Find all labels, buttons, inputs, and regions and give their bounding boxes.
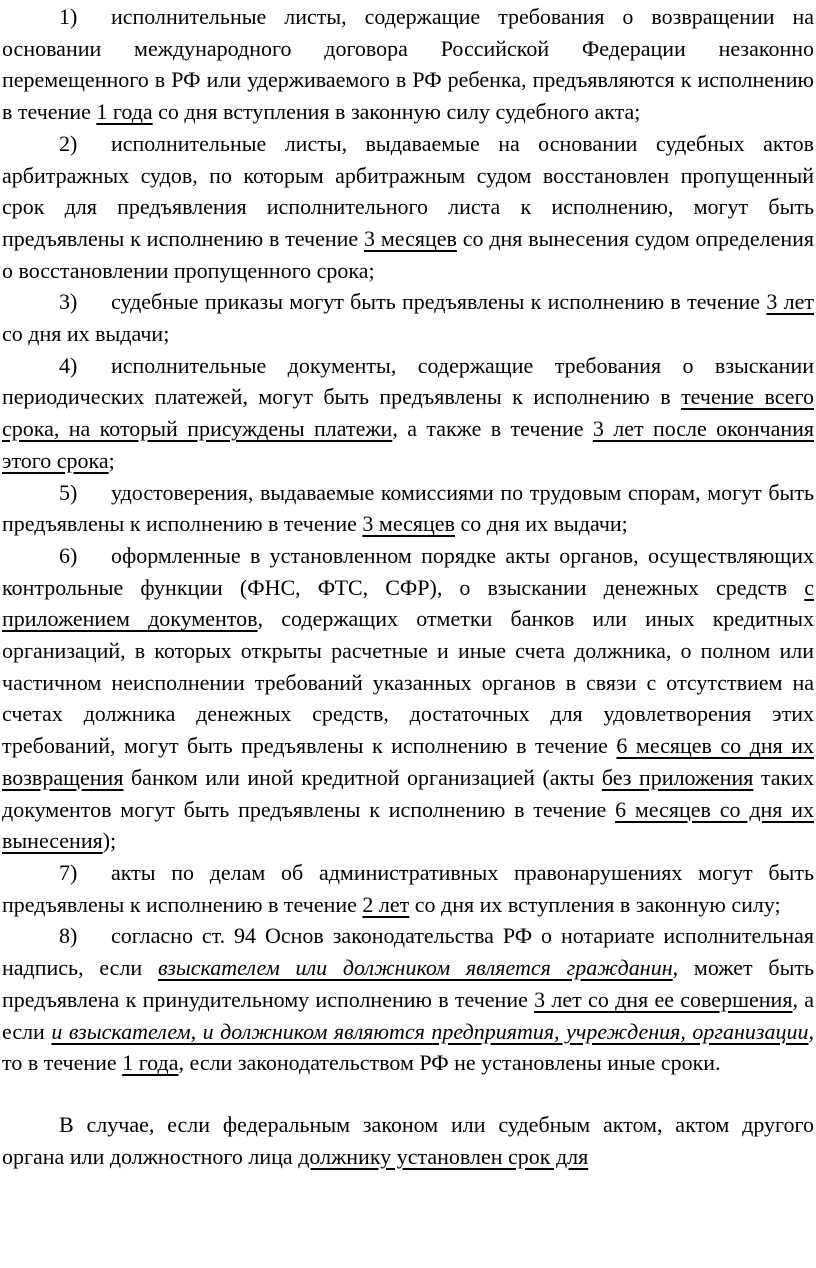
underlined-text: должнику установлен срок для — [298, 1143, 589, 1169]
underlined-text: 3 лет — [766, 289, 815, 315]
list-number: 1) — [59, 4, 78, 29]
text-run: , если законодательством РФ не установлены иные сроки. — [178, 1050, 721, 1076]
underlined-text: 3 месяцев — [362, 511, 455, 537]
list-number: 6) — [59, 542, 78, 568]
list-number: 8) — [59, 923, 78, 949]
text-run: , то в течение — [2, 1018, 814, 1076]
list-item-5 — [2, 477, 814, 540]
list-number: 5) — [59, 479, 78, 505]
underlined-italic-text: взыскателем или должником является гражданин — [157, 955, 673, 981]
underlined-text: 1 года — [96, 99, 153, 125]
text-run: таких документов могут быть предъявлены к исполнению в течение — [2, 764, 814, 822]
text-run: со дня вынесения судом определения о восстановлении пропущенного срока; — [2, 225, 814, 283]
underlined-text: 3 лет со дня ее совершения — [534, 986, 793, 1012]
text-run: удостоверения, выдаваемые комиссиями по трудовым спорам, могут быть предъявлены к исполнению в течение — [2, 479, 814, 537]
underlined-text: 2 лет — [362, 891, 410, 917]
list-item-3 — [2, 286, 814, 349]
list-number: 4) — [59, 352, 78, 378]
list-number: 2) — [59, 130, 78, 156]
underlined-text: 3 лет после окончания этого срока — [2, 416, 814, 473]
text-run: оформленные в установленном порядке акты органов, осуществляющих контрольные функции (ФНС, ФТС, СФР), о взыскании денежных средств — [2, 542, 814, 600]
text-run: исполнительные листы, содержащие требования о возвращении на основании международного договора Российской Федерации незаконно перемещенного в РФ или удерживаемого в РФ ребенка, предъявляются к исполнению в течение — [2, 4, 814, 125]
underlined-text: 1 года — [122, 1050, 179, 1076]
underlined-text: 6 месяцев со дня их вынесения — [2, 796, 814, 854]
text-run: , может быть предъявлена к принудительному исполнению в течение — [2, 955, 814, 1012]
document-body — [2, 1, 814, 1172]
list-item-1 — [2, 1, 814, 128]
underlined-text: 6 месяцев со дня их возвращения — [2, 733, 814, 790]
underlined-italic-text: и взыскателем, и должником являются предприятия, учреждения, организации — [51, 1018, 809, 1044]
list-item-8 — [2, 920, 814, 1079]
list-number: 7) — [59, 859, 78, 885]
text-run: со дня вступления в законную силу судебного акта; — [152, 99, 641, 125]
underlined-text: 3 месяцев — [364, 225, 457, 251]
text-run: со дня их выдачи; — [2, 321, 170, 347]
text-run: ); — [102, 828, 117, 854]
text-run: исполнительные листы, выдаваемые на основании судебных актов арбитражных судов, по которым арбитражным судом восстановлен пропущенный срок для предъявления исполнительного листа к исполнению, могут быть предъявлены к исполнению в течение — [2, 130, 814, 251]
underlined-text: без приложения — [601, 764, 754, 790]
list-item-2 — [2, 128, 814, 287]
text-run: акты по делам об административных правонарушениях могут быть предъявлены к исполнению в течение — [2, 859, 814, 917]
list-item-4 — [2, 350, 814, 477]
list-number: 3) — [59, 289, 78, 315]
text-run: , а если — [2, 986, 814, 1044]
text-run: согласно ст. 94 Основ законодательства РФ о нотариате исполнительная надпись, если — [2, 923, 814, 981]
underlined-text: течение всего срока, на который присуждены платежи — [2, 384, 814, 442]
paragraph — [2, 1109, 814, 1172]
text-run: исполнительные документы, содержащие требования о взыскании периодических платежей, могут быть предъявлены к исполнению в — [2, 352, 814, 410]
list-item-7 — [2, 857, 814, 920]
text-run: В случае, если федеральным законом или судебным актом, актом другого органа или должностного лица — [2, 1111, 814, 1169]
text-run: со дня их выдачи; — [454, 511, 628, 537]
list-item-6 — [2, 540, 814, 857]
text-run: банком или иной кредитной организацией (акты — [123, 764, 602, 790]
text-run: , содержащих отметки банков или иных кредитных организаций, в которых открыты расчетные и иные счета должника, о полном или частичном неисполнении требований указанных органов в связи с отсутствием на счетах должника денежных средств, достаточных для удовлетворения этих требований, могут быть предъявлены к исполнению в течение — [2, 606, 814, 759]
text-run: , а также в течение — [392, 416, 593, 442]
text-run: со дня их вступления в законную силу; — [409, 891, 781, 917]
text-run: ; — [108, 447, 115, 473]
text-run: судебные приказы могут быть предъявлены к исполнению в течение — [111, 289, 767, 315]
underlined-text: с приложением документов — [2, 574, 814, 632]
